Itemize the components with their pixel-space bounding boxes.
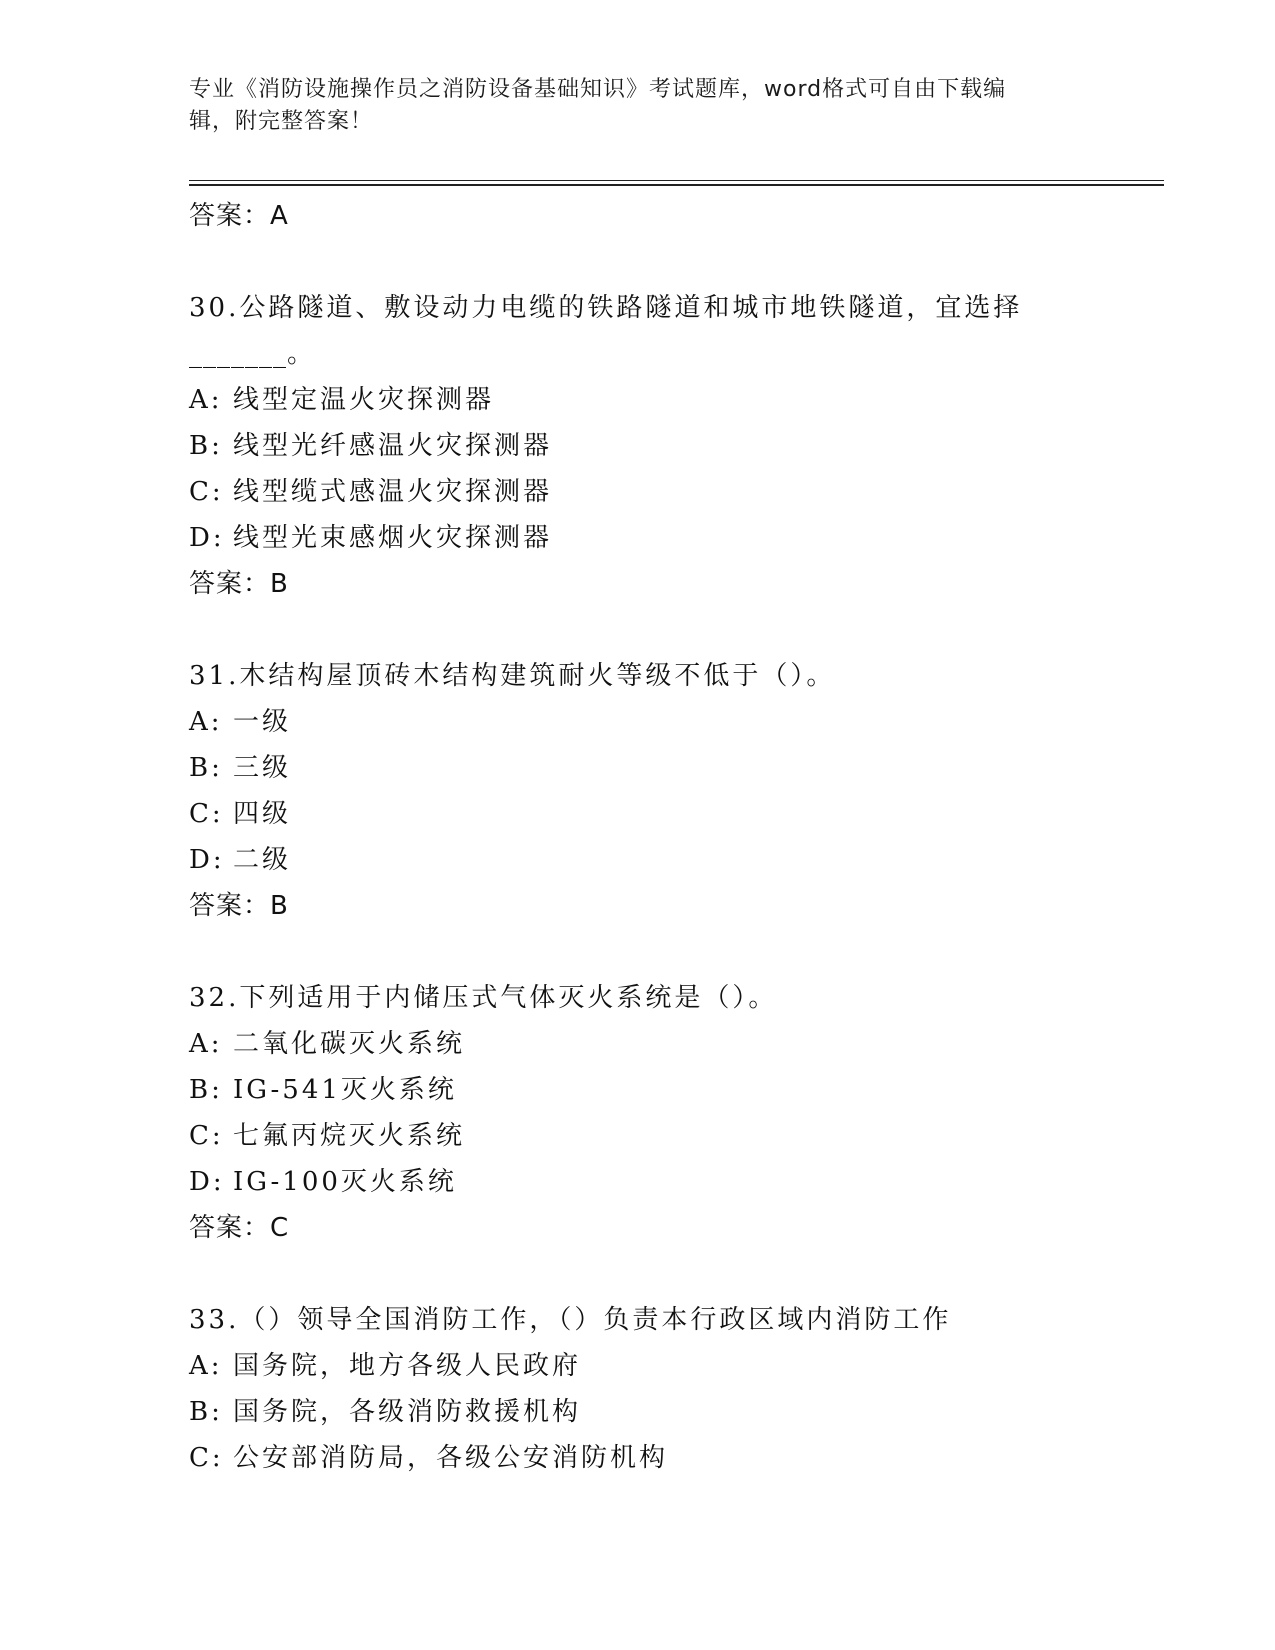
option-letter: A: [189,707,223,737]
option-text: IG-541灭火系统 [233,1075,457,1105]
option-a [189,1021,1169,1067]
option-c [189,1113,1169,1159]
option-letter: C: [189,1121,224,1151]
option-a [189,1343,1169,1389]
option-letter: D: [189,1167,225,1197]
header-rule-thick [189,184,1164,186]
option-b [189,745,1169,791]
question-answer: 答案：C [189,1213,290,1243]
option-text: 二氧化碳灭火系统 [233,1029,466,1059]
option-text: 线型缆式感温火灾探测器 [233,477,553,507]
question-list [189,193,1169,1481]
question-stem: 30.公路隧道、敷设动力电缆的铁路隧道和城市地铁隧道，宜选择 [189,293,1023,323]
option-text: 一级 [233,707,292,737]
header-line-2: 辑，附完整答案！ [189,109,374,134]
option-text: 七氟丙烷灭火系统 [233,1121,466,1151]
option-a [189,699,1169,745]
question-stem: 32.下列适用于内储压式气体灭火系统是（）。 [189,983,778,1013]
option-letter: D: [189,523,225,553]
option-letter: A: [189,385,223,415]
option-c [189,791,1169,837]
question-30 [189,285,1169,607]
option-letter: B: [189,1075,223,1105]
option-text: 线型光束感烟火灾探测器 [233,523,553,553]
option-text: 线型光纤感温火灾探测器 [233,431,553,461]
option-c [189,469,1169,515]
document-header [189,74,1089,138]
option-b [189,1389,1169,1435]
option-d [189,515,1169,561]
option-letter: C: [189,477,224,507]
option-text: 四级 [233,799,292,829]
question-stem: 31.木结构屋顶砖木结构建筑耐火等级不低于（）。 [189,661,836,691]
option-letter: A: [189,1351,223,1381]
question-31 [189,653,1169,929]
option-d [189,1159,1169,1205]
question-blank: _______。 [189,339,315,369]
option-letter: B: [189,753,223,783]
option-text: 二级 [233,845,292,875]
previous-answer: 答案：A [189,201,289,231]
option-letter: B: [189,1397,223,1427]
option-letter: C: [189,1443,224,1473]
option-letter: D: [189,845,225,875]
option-text: 国务院，各级消防救援机构 [233,1397,582,1427]
option-text: 公安部消防局，各级公安消防机构 [233,1443,669,1473]
option-text: 国务院，地方各级人民政府 [233,1351,582,1381]
header-rule-thin [189,180,1164,181]
option-a [189,377,1169,423]
header-line-1: 专业《消防设施操作员之消防设备基础知识》考试题库，word格式可自由下载编 [189,77,1007,102]
option-text: 线型定温火灾探测器 [233,385,495,415]
option-text: IG-100灭火系统 [233,1167,457,1197]
option-c [189,1435,1169,1481]
option-letter: B: [189,431,223,461]
option-b [189,1067,1169,1113]
question-answer: 答案：B [189,891,289,921]
question-stem: 33.（）领导全国消防工作，（）负责本行政区域内消防工作 [189,1305,952,1335]
option-d [189,837,1169,883]
option-b [189,423,1169,469]
question-answer: 答案：B [189,569,289,599]
option-text: 三级 [233,753,292,783]
question-33 [189,1297,1169,1481]
question-32 [189,975,1169,1251]
option-letter: C: [189,799,224,829]
option-letter: A: [189,1029,223,1059]
